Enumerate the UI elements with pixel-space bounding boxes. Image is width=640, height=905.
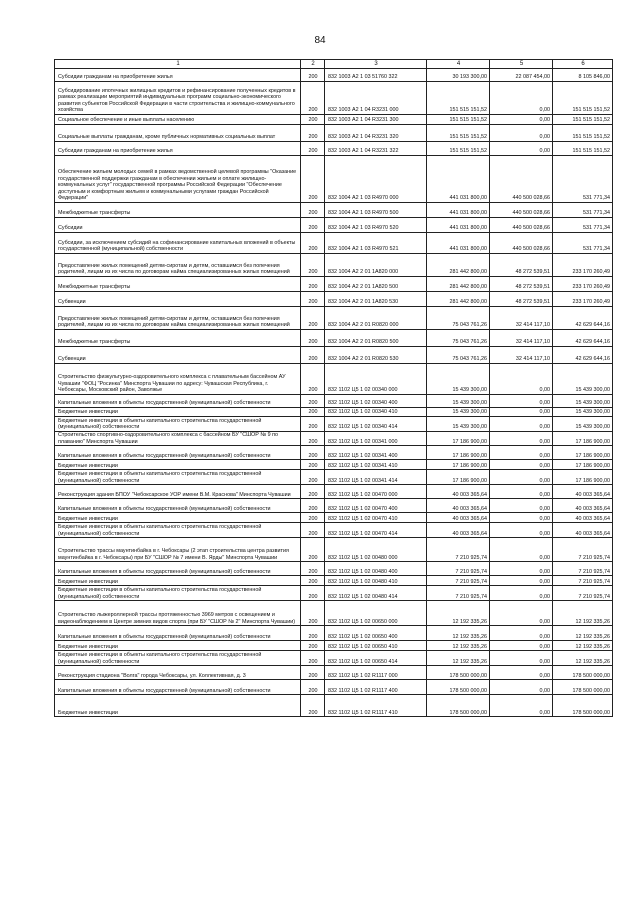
row-amount-executed: 0,00 bbox=[490, 485, 553, 499]
row-code: 200 bbox=[301, 432, 325, 446]
row-amount-remaining: 531 771,34 bbox=[553, 156, 613, 203]
row-classification: 832 1102 Ц5 1 02 00650 400 bbox=[325, 626, 427, 641]
table-row bbox=[55, 485, 613, 499]
page-number: 84 bbox=[314, 35, 326, 46]
row-classification: 832 1004 А2 2 01 R0820 500 bbox=[325, 330, 427, 347]
row-code: 200 bbox=[301, 203, 325, 218]
row-name: Бюджетные инвестиции bbox=[55, 513, 301, 523]
row-classification: 832 1003 А2 1 04 R3231 000 bbox=[325, 82, 427, 115]
row-code: 200 bbox=[301, 651, 325, 666]
row-classification: 832 1102 Ц5 1 02 00470 000 bbox=[325, 485, 427, 499]
row-amount-plan: 151 515 151,52 bbox=[427, 82, 490, 115]
row-name: Капитальные вложения в объекты государственной (муниципальной) собственности bbox=[55, 562, 301, 576]
row-name: Бюджетные инвестиции bbox=[55, 695, 301, 717]
row-amount-plan: 12 192 335,26 bbox=[427, 641, 490, 651]
row-classification: 832 1102 Ц5 1 02 00341 400 bbox=[325, 446, 427, 460]
row-classification: 832 1004 А2 1 03 R4970 520 bbox=[325, 218, 427, 233]
row-classification: 832 1004 А2 2 01 1А820 500 bbox=[325, 277, 427, 292]
row-name: Бюджетные инвестиции в объекты капитального строительства государственной (муниципальной) собственности bbox=[55, 523, 301, 538]
row-classification: 832 1102 Ц5 1 02 00340 000 bbox=[325, 364, 427, 395]
row-amount-remaining: 531 771,34 bbox=[553, 203, 613, 218]
table-row bbox=[55, 641, 613, 651]
row-amount-remaining: 7 210 925,74 bbox=[553, 538, 613, 562]
row-classification: 832 1004 А2 1 03 R4970 500 bbox=[325, 203, 427, 218]
row-amount-plan: 281 442 800,00 bbox=[427, 277, 490, 292]
table-row bbox=[55, 626, 613, 641]
table-row bbox=[55, 695, 613, 717]
row-amount-executed: 0,00 bbox=[490, 626, 553, 641]
row-amount-remaining: 151 515 151,52 bbox=[553, 125, 613, 142]
row-classification: 832 1102 Ц5 1 02 00480 400 bbox=[325, 562, 427, 576]
row-amount-executed: 440 500 028,66 bbox=[490, 203, 553, 218]
row-code: 200 bbox=[301, 233, 325, 254]
row-code: 200 bbox=[301, 641, 325, 651]
row-code: 200 bbox=[301, 218, 325, 233]
row-amount-remaining: 151 515 151,52 bbox=[553, 115, 613, 125]
row-code: 200 bbox=[301, 292, 325, 307]
row-classification: 832 1003 А2 1 04 R3231 300 bbox=[325, 115, 427, 125]
row-code: 200 bbox=[301, 446, 325, 460]
row-amount-executed: 0,00 bbox=[490, 364, 553, 395]
table-row bbox=[55, 576, 613, 586]
row-amount-remaining: 15 439 300,00 bbox=[553, 395, 613, 408]
row-amount-plan: 75 043 761,26 bbox=[427, 307, 490, 330]
row-name: Бюджетные инвестиции bbox=[55, 408, 301, 417]
row-name: Межбюджетные трансферты bbox=[55, 277, 301, 292]
row-amount-remaining: 40 003 365,64 bbox=[553, 523, 613, 538]
row-classification: 832 1004 А2 1 03 R4970 521 bbox=[325, 233, 427, 254]
row-amount-plan: 12 192 335,26 bbox=[427, 651, 490, 666]
row-name: Бюджетные инвестиции в объекты капитального строительства государственной (муниципальной) собственности bbox=[55, 586, 301, 601]
row-name: Субсидии bbox=[55, 218, 301, 233]
row-name: Предоставление жилых помещений детям-сиротам и детям, оставшимся без попечения родителей, лицам из их числа по договорам найма специализированных жилых помещений bbox=[55, 254, 301, 277]
row-amount-executed: 0,00 bbox=[490, 446, 553, 460]
row-classification: 832 1004 А2 2 01 R0820 000 bbox=[325, 307, 427, 330]
row-amount-remaining: 7 210 925,74 bbox=[553, 576, 613, 586]
row-code: 200 bbox=[301, 470, 325, 485]
table-row bbox=[55, 513, 613, 523]
table-row bbox=[55, 115, 613, 125]
row-amount-remaining: 178 500 000,00 bbox=[553, 666, 613, 680]
row-code: 200 bbox=[301, 82, 325, 115]
row-classification: 832 1003 А2 1 03 51760 322 bbox=[325, 69, 427, 82]
row-amount-executed: 32 414 117,10 bbox=[490, 330, 553, 347]
row-code: 200 bbox=[301, 499, 325, 513]
row-amount-plan: 12 192 335,26 bbox=[427, 601, 490, 626]
row-amount-executed: 0,00 bbox=[490, 601, 553, 626]
column-header: 2 bbox=[301, 60, 325, 69]
row-amount-executed: 32 414 117,10 bbox=[490, 347, 553, 364]
row-amount-plan: 12 192 335,26 bbox=[427, 626, 490, 641]
column-header: 3 bbox=[325, 60, 427, 69]
row-name: Капитальные вложения в объекты государственной (муниципальной) собственности bbox=[55, 626, 301, 641]
row-amount-executed: 0,00 bbox=[490, 395, 553, 408]
row-classification: 832 1102 Ц5 1 02 R1117 400 bbox=[325, 680, 427, 695]
row-classification: 832 1102 Ц5 1 02 00341 410 bbox=[325, 460, 427, 470]
row-amount-plan: 151 515 151,52 bbox=[427, 142, 490, 156]
row-amount-executed: 48 272 539,51 bbox=[490, 254, 553, 277]
row-name: Капитальные вложения в объекты государственной (муниципальной) собственности bbox=[55, 446, 301, 460]
row-amount-remaining: 17 186 900,00 bbox=[553, 460, 613, 470]
row-name: Субвенции bbox=[55, 347, 301, 364]
row-code: 200 bbox=[301, 156, 325, 203]
row-amount-remaining: 7 210 925,74 bbox=[553, 586, 613, 601]
row-code: 200 bbox=[301, 417, 325, 432]
row-amount-plan: 75 043 761,26 bbox=[427, 347, 490, 364]
table-row bbox=[55, 417, 613, 432]
row-classification: 832 1102 Ц5 1 02 00470 410 bbox=[325, 513, 427, 523]
table-row bbox=[55, 470, 613, 485]
row-name: Обеспечение жильем молодых семей в рамках ведомственной целевой программы "Оказание государственной поддержки гражданам в обеспечении жильем и оплате жилищно-коммунальных услуг" государственной программы Российской Федерации "Обеспечение доступным и комфортным жильем и коммунальными услугами граждан Российской Федерации" bbox=[55, 156, 301, 203]
row-amount-remaining: 40 003 365,64 bbox=[553, 499, 613, 513]
row-code: 200 bbox=[301, 307, 325, 330]
row-amount-plan: 178 500 000,00 bbox=[427, 695, 490, 717]
row-amount-plan: 178 500 000,00 bbox=[427, 666, 490, 680]
row-classification: 832 1102 Ц5 1 02 00341 000 bbox=[325, 432, 427, 446]
row-amount-remaining: 12 192 335,26 bbox=[553, 641, 613, 651]
row-code: 200 bbox=[301, 485, 325, 499]
row-amount-remaining: 42 629 644,16 bbox=[553, 307, 613, 330]
row-amount-executed: 0,00 bbox=[490, 562, 553, 576]
table-row bbox=[55, 586, 613, 601]
row-classification: 832 1004 А2 1 03 R4970 000 bbox=[325, 156, 427, 203]
row-amount-plan: 7 210 925,74 bbox=[427, 576, 490, 586]
row-name: Реконструкция здания БПОУ "Чебоксарское УОР имени В.М. Краснова" Минспорта Чувашии bbox=[55, 485, 301, 499]
row-amount-remaining: 15 439 300,00 bbox=[553, 417, 613, 432]
row-code: 200 bbox=[301, 586, 325, 601]
row-amount-remaining: 42 629 644,16 bbox=[553, 330, 613, 347]
row-code: 200 bbox=[301, 408, 325, 417]
table-row bbox=[55, 233, 613, 254]
table-row bbox=[55, 395, 613, 408]
table-row bbox=[55, 680, 613, 695]
row-amount-executed: 0,00 bbox=[490, 641, 553, 651]
row-classification: 832 1102 Ц5 1 02 00340 414 bbox=[325, 417, 427, 432]
row-name: Бюджетные инвестиции bbox=[55, 576, 301, 586]
row-classification: 832 1004 А2 2 01 1А820 000 bbox=[325, 254, 427, 277]
row-amount-plan: 7 210 925,74 bbox=[427, 586, 490, 601]
row-code: 200 bbox=[301, 626, 325, 641]
row-amount-plan: 441 031 800,00 bbox=[427, 203, 490, 218]
row-classification: 832 1102 Ц5 1 02 00340 410 bbox=[325, 408, 427, 417]
row-name: Социальное обеспечение и иные выплаты населению bbox=[55, 115, 301, 125]
column-header: 5 bbox=[490, 60, 553, 69]
table-row bbox=[55, 432, 613, 446]
row-name: Предоставление жилых помещений детям-сиротам и детям, оставшимся без попечения родителей, лицам из их числа по договорам найма специализированных жилых помещений bbox=[55, 307, 301, 330]
row-amount-remaining: 15 439 300,00 bbox=[553, 408, 613, 417]
row-amount-executed: 32 414 117,10 bbox=[490, 307, 553, 330]
row-amount-executed: 440 500 028,66 bbox=[490, 233, 553, 254]
row-amount-executed: 0,00 bbox=[490, 586, 553, 601]
row-amount-remaining: 233 170 260,49 bbox=[553, 254, 613, 277]
row-amount-executed: 0,00 bbox=[490, 651, 553, 666]
table-row bbox=[55, 651, 613, 666]
row-amount-executed: 0,00 bbox=[490, 408, 553, 417]
row-name: Субвенции bbox=[55, 292, 301, 307]
row-name: Строительство физкультурно-оздоровительного комплекса с плавательным бассейном АУ Чувашии "ФОЦ "Росинка" Минспорта Чувашии по адресу: Чувашская Республика, г. Чебоксары, Московский район, Заволжье bbox=[55, 364, 301, 395]
table-row bbox=[55, 499, 613, 513]
table-row bbox=[55, 601, 613, 626]
row-amount-executed: 0,00 bbox=[490, 513, 553, 523]
row-amount-remaining: 531 771,34 bbox=[553, 218, 613, 233]
table-row bbox=[55, 307, 613, 330]
row-code: 200 bbox=[301, 601, 325, 626]
table-row bbox=[55, 292, 613, 307]
row-amount-plan: 40 003 365,64 bbox=[427, 523, 490, 538]
row-amount-executed: 0,00 bbox=[490, 82, 553, 115]
row-classification: 832 1102 Ц5 1 02 00480 410 bbox=[325, 576, 427, 586]
column-header: 1 bbox=[55, 60, 301, 69]
row-name: Межбюджетные трансферты bbox=[55, 203, 301, 218]
row-amount-remaining: 151 515 151,52 bbox=[553, 142, 613, 156]
row-amount-executed: 0,00 bbox=[490, 417, 553, 432]
row-classification: 832 1102 Ц5 1 02 00650 414 bbox=[325, 651, 427, 666]
row-name: Капитальные вложения в объекты государственной (муниципальной) собственности bbox=[55, 395, 301, 408]
row-code: 200 bbox=[301, 680, 325, 695]
row-classification: 832 1102 Ц5 1 02 00650 000 bbox=[325, 601, 427, 626]
column-header: 4 bbox=[427, 60, 490, 69]
row-name: Бюджетные инвестиции в объекты капитального строительства государственной (муниципальной) собственности bbox=[55, 470, 301, 485]
table-row bbox=[55, 523, 613, 538]
row-code: 200 bbox=[301, 666, 325, 680]
row-amount-plan: 178 500 000,00 bbox=[427, 680, 490, 695]
row-amount-plan: 17 186 900,00 bbox=[427, 446, 490, 460]
table-row bbox=[55, 666, 613, 680]
row-name: Реконструкция стадиона "Волга" города Чебоксары, ул. Коллективная, д. 3 bbox=[55, 666, 301, 680]
row-amount-remaining: 15 439 300,00 bbox=[553, 364, 613, 395]
row-name: Социальные выплаты гражданам, кроме публичных нормативных социальных выплат bbox=[55, 125, 301, 142]
row-amount-remaining: 40 003 365,64 bbox=[553, 485, 613, 499]
table-row bbox=[55, 446, 613, 460]
row-classification: 832 1102 Ц5 1 02 00650 410 bbox=[325, 641, 427, 651]
row-name: Строительство лыжероллерной трассы протяженностью 3969 метров с освещением и видеонаблюдением в Центре зимних видов спорта (при БУ "СШОР № 2" Минспорта Чувашии) bbox=[55, 601, 301, 626]
table-row bbox=[55, 364, 613, 395]
row-amount-executed: 0,00 bbox=[490, 695, 553, 717]
table-row bbox=[55, 156, 613, 203]
row-code: 200 bbox=[301, 277, 325, 292]
table-row bbox=[55, 277, 613, 292]
row-amount-executed: 440 500 028,66 bbox=[490, 156, 553, 203]
row-amount-remaining: 233 170 260,49 bbox=[553, 292, 613, 307]
row-amount-remaining: 40 003 365,64 bbox=[553, 513, 613, 523]
row-name: Бюджетные инвестиции в объекты капитального строительства государственной (муниципальной) собственности bbox=[55, 651, 301, 666]
row-amount-executed: 0,00 bbox=[490, 666, 553, 680]
table-row bbox=[55, 538, 613, 562]
row-name: Субсидирование ипотечных жилищных кредитов и рефинансирование полученных кредитов в рамках реализации мероприятий индивидуальных программ социально-экономического развития субъектов Российской Федерации в части строительства и жилищно-коммунального хозяйства bbox=[55, 82, 301, 115]
row-amount-plan: 15 439 300,00 bbox=[427, 417, 490, 432]
row-amount-remaining: 151 515 151,52 bbox=[553, 82, 613, 115]
row-amount-executed: 440 500 028,66 bbox=[490, 218, 553, 233]
row-name: Субсидии гражданам на приобретение жилья bbox=[55, 69, 301, 82]
table-row bbox=[55, 203, 613, 218]
row-code: 200 bbox=[301, 364, 325, 395]
row-amount-remaining: 8 105 846,00 bbox=[553, 69, 613, 82]
row-amount-executed: 0,00 bbox=[490, 523, 553, 538]
row-amount-executed: 0,00 bbox=[490, 460, 553, 470]
row-classification: 832 1102 Ц5 1 02 00470 400 bbox=[325, 499, 427, 513]
table-row bbox=[55, 218, 613, 233]
row-amount-executed: 0,00 bbox=[490, 142, 553, 156]
row-name: Межбюджетные трансферты bbox=[55, 330, 301, 347]
row-classification: 832 1003 А2 1 04 R3231 320 bbox=[325, 125, 427, 142]
row-amount-plan: 7 210 925,74 bbox=[427, 562, 490, 576]
row-amount-plan: 30 193 300,00 bbox=[427, 69, 490, 82]
row-amount-remaining: 17 186 900,00 bbox=[553, 470, 613, 485]
row-name: Бюджетные инвестиции bbox=[55, 641, 301, 651]
row-amount-remaining: 12 192 335,26 bbox=[553, 601, 613, 626]
row-code: 200 bbox=[301, 125, 325, 142]
row-amount-plan: 17 186 900,00 bbox=[427, 470, 490, 485]
row-classification: 832 1102 Ц5 1 02 R1117 000 bbox=[325, 666, 427, 680]
row-amount-plan: 441 031 800,00 bbox=[427, 218, 490, 233]
row-classification: 832 1102 Ц5 1 02 00341 414 bbox=[325, 470, 427, 485]
row-name: Субсидии, за исключением субсидий на софинансирование капитальных вложений в объекты государственной (муниципальной) собственности bbox=[55, 233, 301, 254]
header-row bbox=[55, 60, 613, 69]
row-name: Бюджетные инвестиции bbox=[55, 460, 301, 470]
row-code: 200 bbox=[301, 538, 325, 562]
row-amount-plan: 15 439 300,00 bbox=[427, 364, 490, 395]
row-amount-plan: 15 439 300,00 bbox=[427, 408, 490, 417]
row-amount-plan: 17 186 900,00 bbox=[427, 460, 490, 470]
row-code: 200 bbox=[301, 513, 325, 523]
row-amount-executed: 0,00 bbox=[490, 432, 553, 446]
row-code: 200 bbox=[301, 460, 325, 470]
row-classification: 832 1102 Ц5 1 02 00470 414 bbox=[325, 523, 427, 538]
row-amount-executed: 0,00 bbox=[490, 680, 553, 695]
row-name: Капитальные вложения в объекты государственной (муниципальной) собственности bbox=[55, 680, 301, 695]
row-amount-plan: 7 210 925,74 bbox=[427, 538, 490, 562]
row-code: 200 bbox=[301, 330, 325, 347]
row-amount-plan: 15 439 300,00 bbox=[427, 395, 490, 408]
row-amount-plan: 441 031 800,00 bbox=[427, 156, 490, 203]
table-row bbox=[55, 125, 613, 142]
row-amount-executed: 0,00 bbox=[490, 576, 553, 586]
table-row bbox=[55, 460, 613, 470]
row-classification: 832 1102 Ц5 1 02 00480 000 bbox=[325, 538, 427, 562]
row-amount-executed: 48 272 539,51 bbox=[490, 277, 553, 292]
row-code: 200 bbox=[301, 115, 325, 125]
row-amount-plan: 441 031 800,00 bbox=[427, 233, 490, 254]
table-row bbox=[55, 347, 613, 364]
row-name: Капитальные вложения в объекты государственной (муниципальной) собственности bbox=[55, 499, 301, 513]
row-classification: 832 1003 А2 1 04 R3231 322 bbox=[325, 142, 427, 156]
table-row bbox=[55, 82, 613, 115]
row-name: Субсидии гражданам на приобретение жилья bbox=[55, 142, 301, 156]
row-classification: 832 1102 Ц5 1 02 00340 400 bbox=[325, 395, 427, 408]
row-amount-executed: 0,00 bbox=[490, 538, 553, 562]
row-amount-plan: 40 003 365,64 bbox=[427, 485, 490, 499]
row-classification: 832 1004 А2 2 01 R0820 530 bbox=[325, 347, 427, 364]
row-classification: 832 1102 Ц5 1 02 00480 414 bbox=[325, 586, 427, 601]
row-amount-remaining: 12 192 335,26 bbox=[553, 651, 613, 666]
row-amount-remaining: 12 192 335,26 bbox=[553, 626, 613, 641]
row-amount-plan: 17 186 900,00 bbox=[427, 432, 490, 446]
row-amount-remaining: 178 500 000,00 bbox=[553, 695, 613, 717]
row-amount-plan: 281 442 800,00 bbox=[427, 292, 490, 307]
row-amount-plan: 40 003 365,64 bbox=[427, 499, 490, 513]
row-code: 200 bbox=[301, 142, 325, 156]
column-header: 6 bbox=[553, 60, 613, 69]
table-row bbox=[55, 254, 613, 277]
row-code: 200 bbox=[301, 523, 325, 538]
row-amount-executed: 0,00 bbox=[490, 499, 553, 513]
table-row bbox=[55, 69, 613, 82]
row-amount-executed: 0,00 bbox=[490, 115, 553, 125]
row-amount-remaining: 42 629 644,16 bbox=[553, 347, 613, 364]
row-amount-remaining: 17 186 900,00 bbox=[553, 432, 613, 446]
row-amount-executed: 0,00 bbox=[490, 125, 553, 142]
table-row bbox=[55, 408, 613, 417]
row-amount-plan: 151 515 151,52 bbox=[427, 115, 490, 125]
row-amount-remaining: 17 186 900,00 bbox=[553, 446, 613, 460]
row-code: 200 bbox=[301, 695, 325, 717]
row-code: 200 bbox=[301, 395, 325, 408]
row-code: 200 bbox=[301, 562, 325, 576]
table-row bbox=[55, 562, 613, 576]
row-code: 200 bbox=[301, 347, 325, 364]
row-code: 200 bbox=[301, 576, 325, 586]
row-amount-executed: 22 087 454,00 bbox=[490, 69, 553, 82]
row-amount-plan: 40 003 365,64 bbox=[427, 513, 490, 523]
row-classification: 832 1004 А2 2 01 1А820 530 bbox=[325, 292, 427, 307]
table-row bbox=[55, 330, 613, 347]
row-amount-plan: 281 442 800,00 bbox=[427, 254, 490, 277]
row-code: 200 bbox=[301, 69, 325, 82]
row-name: Строительство трассы маунтинбайка в г. Чебоксары (2 этап строительства центра развития маунтинбайка в г. Чебоксары) при БУ "СШОР № 7 имени В. Ярды" Минспорта Чувашии bbox=[55, 538, 301, 562]
row-amount-plan: 151 515 151,52 bbox=[427, 125, 490, 142]
row-name: Строительство спортивно-оздоровительного комплекса с бассейном БУ "СШОР № 9 по плаванию" Минспорта Чувашии bbox=[55, 432, 301, 446]
row-amount-executed: 48 272 539,51 bbox=[490, 292, 553, 307]
table-row bbox=[55, 142, 613, 156]
budget-table bbox=[54, 59, 613, 717]
row-classification: 832 1102 Ц5 1 02 R1117 410 bbox=[325, 695, 427, 717]
row-amount-remaining: 531 771,34 bbox=[553, 233, 613, 254]
row-amount-plan: 75 043 761,26 bbox=[427, 330, 490, 347]
row-amount-remaining: 7 210 925,74 bbox=[553, 562, 613, 576]
row-amount-remaining: 178 500 000,00 bbox=[553, 680, 613, 695]
row-amount-remaining: 233 170 260,49 bbox=[553, 277, 613, 292]
row-code: 200 bbox=[301, 254, 325, 277]
row-amount-executed: 0,00 bbox=[490, 470, 553, 485]
row-name: Бюджетные инвестиции в объекты капитального строительства государственной (муниципальной) собственности bbox=[55, 417, 301, 432]
